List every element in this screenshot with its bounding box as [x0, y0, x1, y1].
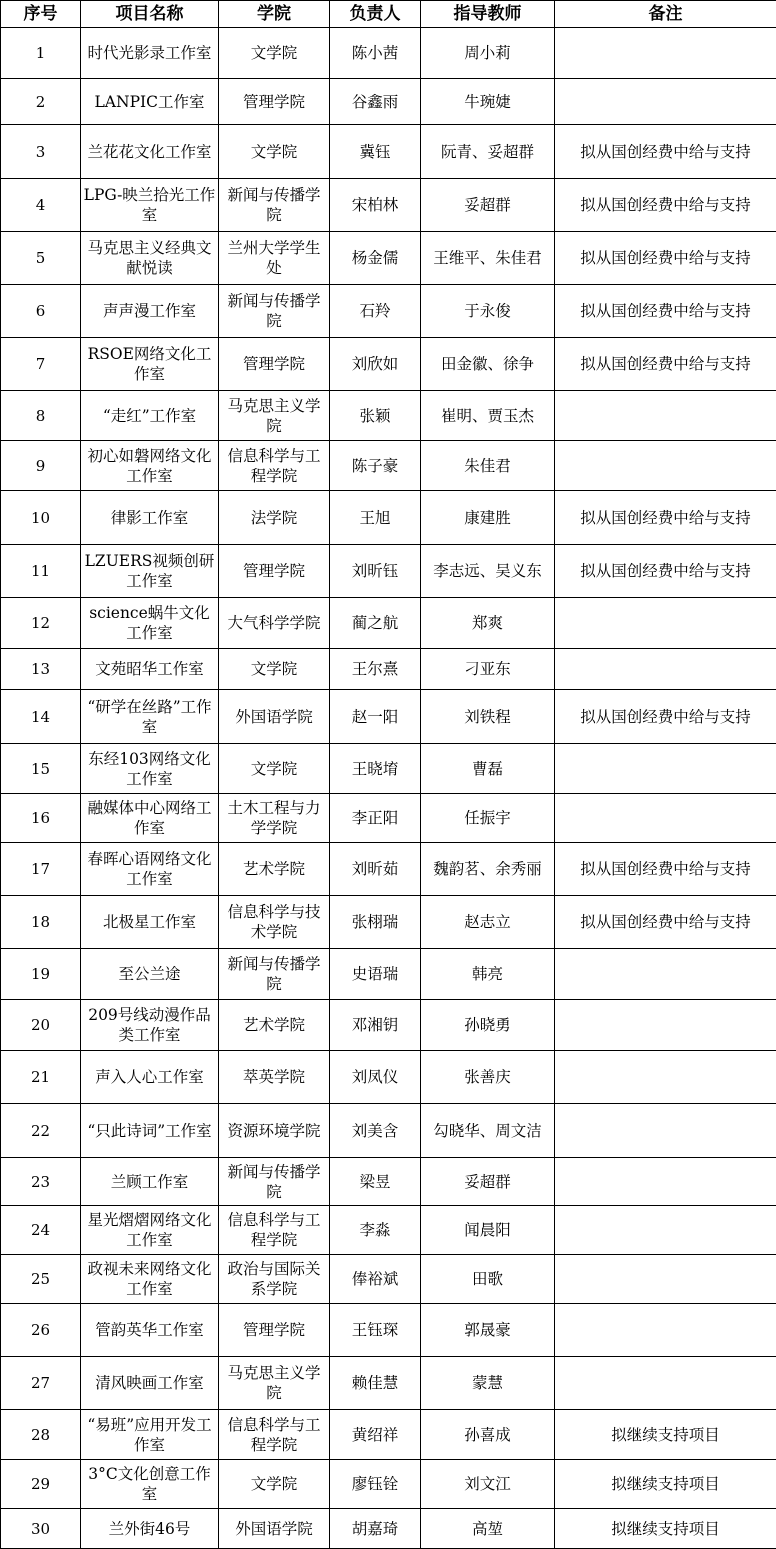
- project-name-cell: 马克思主义经典文献悦读: [81, 232, 219, 285]
- table-row: [1, 1158, 776, 1206]
- project-name-cell: 兰顾工作室: [81, 1158, 219, 1206]
- index-cell: 30: [1, 1509, 81, 1549]
- table-row: [1, 1357, 776, 1410]
- table-row: [1, 1206, 776, 1255]
- leader-cell: 刘美含: [330, 1104, 421, 1158]
- advisor-cell: 田歌: [421, 1255, 555, 1304]
- advisor-cell: 康建胜: [421, 491, 555, 545]
- remark-cell: [555, 649, 776, 690]
- index-cell: 4: [1, 179, 81, 232]
- table-row: [1, 545, 776, 598]
- advisor-cell: 于永俊: [421, 285, 555, 338]
- project-name-cell: 律影工作室: [81, 491, 219, 545]
- leader-cell: 陈小茜: [330, 28, 421, 79]
- college-cell: 管理学院: [219, 1304, 330, 1357]
- index-cell: 21: [1, 1051, 81, 1104]
- project-name-cell: 声声漫工作室: [81, 285, 219, 338]
- remark-cell: 拟从国创经费中给与支持: [555, 545, 776, 598]
- index-cell: 9: [1, 441, 81, 491]
- advisor-cell: 孙晓勇: [421, 1000, 555, 1051]
- leader-cell: 冀钰: [330, 125, 421, 179]
- project-name-cell: 声入人心工作室: [81, 1051, 219, 1104]
- advisor-cell: 郑爽: [421, 598, 555, 649]
- college-cell: 新闻与传播学院: [219, 949, 330, 1000]
- table-row: [1, 1051, 776, 1104]
- remark-cell: [555, 28, 776, 79]
- advisor-cell: 韩亮: [421, 949, 555, 1000]
- table-row: [1, 179, 776, 232]
- college-cell: 信息科学与技术学院: [219, 896, 330, 949]
- advisor-cell: 妥超群: [421, 179, 555, 232]
- leader-cell: 廖钰铨: [330, 1460, 421, 1509]
- remark-cell: 拟继续支持项目: [555, 1509, 776, 1549]
- table-row: [1, 1460, 776, 1509]
- college-cell: 马克思主义学院: [219, 391, 330, 441]
- remark-cell: 拟从国创经费中给与支持: [555, 896, 776, 949]
- index-cell: 19: [1, 949, 81, 1000]
- table-row: [1, 491, 776, 545]
- project-name-cell: “只此诗词”工作室: [81, 1104, 219, 1158]
- index-cell: 11: [1, 545, 81, 598]
- project-name-cell: LANPIC工作室: [81, 79, 219, 125]
- leader-cell: 陈子豪: [330, 441, 421, 491]
- leader-cell: 李正阳: [330, 794, 421, 843]
- index-cell: 22: [1, 1104, 81, 1158]
- project-name-cell: 清风映画工作室: [81, 1357, 219, 1410]
- leader-cell: 蔺之航: [330, 598, 421, 649]
- college-cell: 资源环境学院: [219, 1104, 330, 1158]
- header-remark: 备注: [555, 1, 776, 28]
- table-row: [1, 79, 776, 125]
- remark-cell: [555, 441, 776, 491]
- college-cell: 外国语学院: [219, 690, 330, 744]
- remark-cell: 拟从国创经费中给与支持: [555, 491, 776, 545]
- leader-cell: 刘昕钰: [330, 545, 421, 598]
- index-cell: 2: [1, 79, 81, 125]
- remark-cell: [555, 1206, 776, 1255]
- project-name-cell: 融媒体中心网络工作室: [81, 794, 219, 843]
- leader-cell: 刘欣如: [330, 338, 421, 391]
- leader-cell: 邓湘钥: [330, 1000, 421, 1051]
- remark-cell: 拟从国创经费中给与支持: [555, 179, 776, 232]
- advisor-cell: 魏韵茗、余秀丽: [421, 843, 555, 896]
- leader-cell: 王尔熹: [330, 649, 421, 690]
- header-project-name: 项目名称: [81, 1, 219, 28]
- college-cell: 政治与国际关系学院: [219, 1255, 330, 1304]
- index-cell: 3: [1, 125, 81, 179]
- college-cell: 信息科学与工程学院: [219, 1410, 330, 1460]
- table-row: [1, 843, 776, 896]
- table-row: [1, 1255, 776, 1304]
- header-advisor: 指导教师: [421, 1, 555, 28]
- advisor-cell: 妥超群: [421, 1158, 555, 1206]
- header-leader: 负责人: [330, 1, 421, 28]
- advisor-cell: 王维平、朱佳君: [421, 232, 555, 285]
- index-cell: 26: [1, 1304, 81, 1357]
- table-row: [1, 28, 776, 79]
- college-cell: 管理学院: [219, 545, 330, 598]
- index-cell: 12: [1, 598, 81, 649]
- table-row: [1, 1304, 776, 1357]
- project-name-cell: 东经103网络文化工作室: [81, 744, 219, 794]
- project-name-cell: “研学在丝路”工作室: [81, 690, 219, 744]
- remark-cell: [555, 744, 776, 794]
- index-cell: 28: [1, 1410, 81, 1460]
- advisor-cell: 郭晟豪: [421, 1304, 555, 1357]
- index-cell: 17: [1, 843, 81, 896]
- project-name-cell: science蜗牛文化工作室: [81, 598, 219, 649]
- college-cell: 马克思主义学院: [219, 1357, 330, 1410]
- remark-cell: 拟从国创经费中给与支持: [555, 690, 776, 744]
- table-row: [1, 285, 776, 338]
- remark-cell: [555, 949, 776, 1000]
- index-cell: 16: [1, 794, 81, 843]
- remark-cell: [555, 1104, 776, 1158]
- table-row: [1, 232, 776, 285]
- advisor-cell: 朱佳君: [421, 441, 555, 491]
- advisor-cell: 刁亚东: [421, 649, 555, 690]
- college-cell: 艺术学院: [219, 843, 330, 896]
- leader-cell: 王旭: [330, 491, 421, 545]
- header-row: [1, 1, 776, 28]
- leader-cell: 李淼: [330, 1206, 421, 1255]
- college-cell: 文学院: [219, 1460, 330, 1509]
- leader-cell: 石羚: [330, 285, 421, 338]
- leader-cell: 胡嘉琦: [330, 1509, 421, 1549]
- header-college: 学院: [219, 1, 330, 28]
- remark-cell: [555, 1158, 776, 1206]
- header-index: 序号: [1, 1, 81, 28]
- table-row: [1, 896, 776, 949]
- remark-cell: [555, 1000, 776, 1051]
- college-cell: 外国语学院: [219, 1509, 330, 1549]
- leader-cell: 张栩瑞: [330, 896, 421, 949]
- leader-cell: 谷鑫雨: [330, 79, 421, 125]
- leader-cell: 赵一阳: [330, 690, 421, 744]
- college-cell: 土木工程与力学学院: [219, 794, 330, 843]
- table-row: [1, 1000, 776, 1051]
- project-name-cell: 3°C文化创意工作室: [81, 1460, 219, 1509]
- remark-cell: 拟继续支持项目: [555, 1460, 776, 1509]
- advisor-cell: 高堃: [421, 1509, 555, 1549]
- project-name-cell: 政视未来网络文化工作室: [81, 1255, 219, 1304]
- project-name-cell: “走红”工作室: [81, 391, 219, 441]
- advisor-cell: 李志远、吴义东: [421, 545, 555, 598]
- leader-cell: 王钰琛: [330, 1304, 421, 1357]
- index-cell: 18: [1, 896, 81, 949]
- project-name-cell: 至公兰途: [81, 949, 219, 1000]
- remark-cell: [555, 1051, 776, 1104]
- college-cell: 萃英学院: [219, 1051, 330, 1104]
- table-row: [1, 338, 776, 391]
- table-row: [1, 391, 776, 441]
- project-name-cell: LZUERS视频创研工作室: [81, 545, 219, 598]
- index-cell: 14: [1, 690, 81, 744]
- college-cell: 管理学院: [219, 79, 330, 125]
- table-row: [1, 598, 776, 649]
- project-name-cell: 春晖心语网络文化工作室: [81, 843, 219, 896]
- advisor-cell: 勾晓华、周文洁: [421, 1104, 555, 1158]
- project-name-cell: 兰外街46号: [81, 1509, 219, 1549]
- leader-cell: 赖佳慧: [330, 1357, 421, 1410]
- table-row: [1, 441, 776, 491]
- advisor-cell: 曹磊: [421, 744, 555, 794]
- college-cell: 新闻与传播学院: [219, 1158, 330, 1206]
- advisor-cell: 牛琬婕: [421, 79, 555, 125]
- advisor-cell: 任振宇: [421, 794, 555, 843]
- index-cell: 20: [1, 1000, 81, 1051]
- index-cell: 27: [1, 1357, 81, 1410]
- advisor-cell: 田金徽、徐争: [421, 338, 555, 391]
- remark-cell: [555, 1255, 776, 1304]
- index-cell: 13: [1, 649, 81, 690]
- college-cell: 新闻与传播学院: [219, 179, 330, 232]
- college-cell: 新闻与传播学院: [219, 285, 330, 338]
- advisor-cell: 崔明、贾玉杰: [421, 391, 555, 441]
- advisor-cell: 蒙慧: [421, 1357, 555, 1410]
- college-cell: 艺术学院: [219, 1000, 330, 1051]
- remark-cell: 拟从国创经费中给与支持: [555, 285, 776, 338]
- project-name-cell: LPG-映兰拾光工作室: [81, 179, 219, 232]
- remark-cell: [555, 391, 776, 441]
- leader-cell: 宋柏林: [330, 179, 421, 232]
- table-body: [1, 28, 776, 1549]
- index-cell: 24: [1, 1206, 81, 1255]
- table-row: [1, 794, 776, 843]
- remark-cell: 拟从国创经费中给与支持: [555, 338, 776, 391]
- index-cell: 29: [1, 1460, 81, 1509]
- index-cell: 7: [1, 338, 81, 391]
- table-row: [1, 744, 776, 794]
- table-row: [1, 125, 776, 179]
- remark-cell: 拟从国创经费中给与支持: [555, 125, 776, 179]
- index-cell: 23: [1, 1158, 81, 1206]
- leader-cell: 杨金儒: [330, 232, 421, 285]
- college-cell: 文学院: [219, 125, 330, 179]
- advisor-cell: 赵志立: [421, 896, 555, 949]
- remark-cell: [555, 1357, 776, 1410]
- advisor-cell: 阮青、妥超群: [421, 125, 555, 179]
- leader-cell: 黄绍祥: [330, 1410, 421, 1460]
- college-cell: 文学院: [219, 649, 330, 690]
- college-cell: 大气科学学院: [219, 598, 330, 649]
- project-name-cell: RSOE网络文化工作室: [81, 338, 219, 391]
- table-row: [1, 1410, 776, 1460]
- project-name-cell: 星光熠熠网络文化工作室: [81, 1206, 219, 1255]
- leader-cell: 张颖: [330, 391, 421, 441]
- advisor-cell: 刘文江: [421, 1460, 555, 1509]
- college-cell: 文学院: [219, 744, 330, 794]
- index-cell: 25: [1, 1255, 81, 1304]
- college-cell: 信息科学与工程学院: [219, 441, 330, 491]
- advisor-cell: 张善庆: [421, 1051, 555, 1104]
- college-cell: 法学院: [219, 491, 330, 545]
- project-name-cell: “易班”应用开发工作室: [81, 1410, 219, 1460]
- leader-cell: 王晓堉: [330, 744, 421, 794]
- table-row: [1, 649, 776, 690]
- advisor-cell: 孙喜成: [421, 1410, 555, 1460]
- advisor-cell: 闻晨阳: [421, 1206, 555, 1255]
- index-cell: 10: [1, 491, 81, 545]
- index-cell: 1: [1, 28, 81, 79]
- college-cell: 兰州大学学生处: [219, 232, 330, 285]
- leader-cell: 刘昕茹: [330, 843, 421, 896]
- college-cell: 管理学院: [219, 338, 330, 391]
- project-name-cell: 管韵英华工作室: [81, 1304, 219, 1357]
- project-name-cell: 兰花花文化工作室: [81, 125, 219, 179]
- index-cell: 15: [1, 744, 81, 794]
- leader-cell: 梁昱: [330, 1158, 421, 1206]
- remark-cell: 拟继续支持项目: [555, 1410, 776, 1460]
- index-cell: 6: [1, 285, 81, 338]
- table-row: [1, 949, 776, 1000]
- table-row: [1, 1509, 776, 1549]
- project-name-cell: 北极星工作室: [81, 896, 219, 949]
- remark-cell: [555, 79, 776, 125]
- remark-cell: 拟从国创经费中给与支持: [555, 232, 776, 285]
- college-cell: 信息科学与工程学院: [219, 1206, 330, 1255]
- project-name-cell: 初心如磐网络文化工作室: [81, 441, 219, 491]
- remark-cell: 拟从国创经费中给与支持: [555, 843, 776, 896]
- table-row: [1, 690, 776, 744]
- leader-cell: 俸裕斌: [330, 1255, 421, 1304]
- project-name-cell: 文苑昭华工作室: [81, 649, 219, 690]
- project-name-cell: 时代光影录工作室: [81, 28, 219, 79]
- index-cell: 8: [1, 391, 81, 441]
- project-name-cell: 209号线动漫作品类工作室: [81, 1000, 219, 1051]
- remark-cell: [555, 598, 776, 649]
- table-row: [1, 1104, 776, 1158]
- remark-cell: [555, 794, 776, 843]
- advisor-cell: 刘铁程: [421, 690, 555, 744]
- remark-cell: [555, 1304, 776, 1357]
- leader-cell: 刘凤仪: [330, 1051, 421, 1104]
- leader-cell: 史语瑞: [330, 949, 421, 1000]
- college-cell: 文学院: [219, 28, 330, 79]
- advisor-cell: 周小莉: [421, 28, 555, 79]
- index-cell: 5: [1, 232, 81, 285]
